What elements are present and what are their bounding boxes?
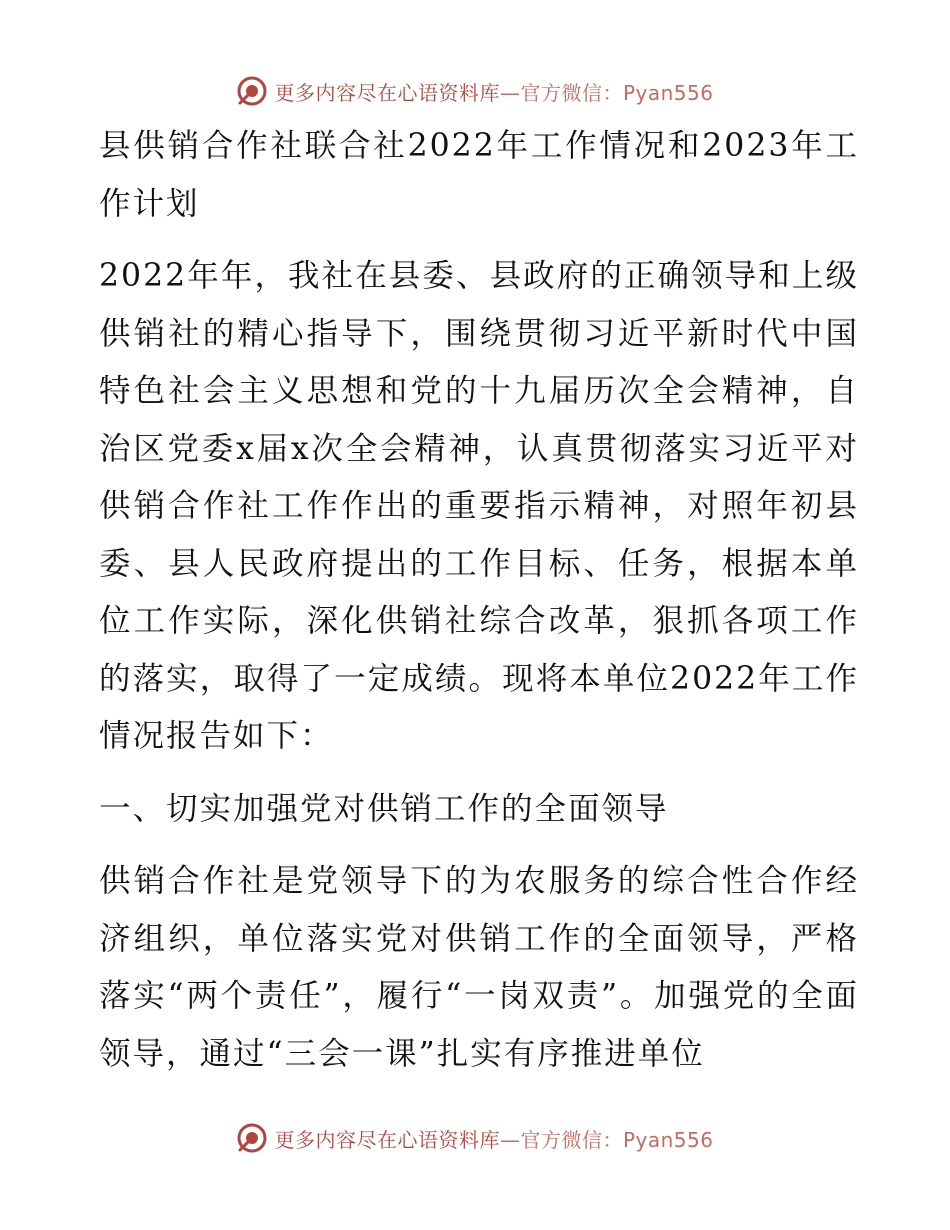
watermark-contact: —官方微信：Pyan556 bbox=[499, 80, 714, 105]
pen-circle-logo-icon bbox=[236, 75, 268, 107]
watermark-lead: 更多内容尽在心语资料库 bbox=[274, 1127, 500, 1152]
watermark-lead: 更多内容尽在心语资料库 bbox=[274, 80, 500, 105]
pen-circle-logo-icon bbox=[236, 1122, 268, 1154]
intro-paragraph: 2022年年，我社在县委、县政府的正确领导和上级供销社的精心指导下，围绕贯彻习近平新时代中国特色社会主义思想和党的十九届历次全会精神，自治区党委x届x次全会精神，认真贯彻落实习近平对供销合作社工作作出的重要指示精神，对照年初县委、县人民政府提出的工作目标、任务，根据本单位工作实际，深化供销社综合改革，狠抓各项工作的落实，取得了一定成绩。现将本单位2022年工作情况报告如下： bbox=[99, 258, 859, 754]
watermark-text bbox=[274, 1124, 713, 1153]
section-paragraph: 供销合作社是党领导下的为农服务的综合性合作经济组织，单位落实党对供销工作的全面领导，严格落实“两个责任”，履行“一岗双责”。加强党的全面领导，通过“三会一课”扎实有序推进单位 bbox=[99, 863, 859, 1072]
watermark-contact: —官方微信：Pyan556 bbox=[499, 1127, 714, 1152]
watermark-banner-top bbox=[0, 71, 950, 111]
watermark-text bbox=[274, 77, 713, 106]
section-heading: 一、切实加强党对供销工作的全面领导 bbox=[99, 790, 669, 827]
watermark-banner-bottom bbox=[0, 1118, 950, 1158]
document-title: 县供销合作社联合社2022年工作情况和2023年工作计划 bbox=[99, 128, 859, 222]
document-body bbox=[99, 118, 859, 1083]
